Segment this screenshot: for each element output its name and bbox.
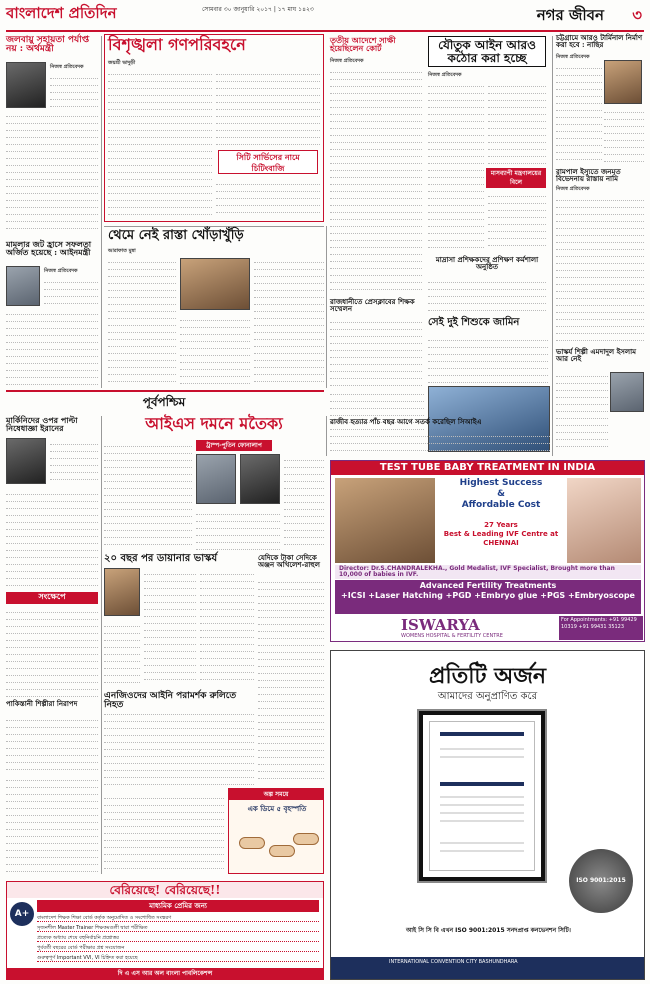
ivf-treatment-list: +ICSI +Laser Hatching +PGD +Embryo glue +PGS +Embryoscope [341, 591, 635, 600]
body-bail [428, 334, 548, 384]
body-rampal [556, 194, 644, 346]
school-ad-line: পূর্ববর্তী বছরের বোর্ড পরীক্ষার প্রশ্ন সংযোজন [37, 944, 319, 952]
body-training [428, 276, 546, 316]
byline-rampal: নিজস্ব প্রতিবেদক [556, 186, 590, 192]
body-court [258, 576, 324, 784]
body-brief [6, 606, 98, 698]
body-dowry-2 [488, 80, 546, 166]
body-diana-2 [104, 620, 140, 688]
school-ad-line: প্রত্যেক অধ্যায় শেষে বহুনির্বাচনি প্রশ্নোত্তর [37, 934, 319, 942]
column-rule [101, 416, 102, 874]
ad-ivf[interactable] [330, 460, 645, 642]
row-rule [104, 226, 324, 227]
section-label-purbapaschim: পূর্বপশ্চিম [142, 395, 186, 409]
body-transport-1 [108, 68, 212, 218]
pullquote-transport: সিটি সার্ভিসের নামে চিটিংবাজি [218, 150, 318, 174]
headline-bail: সেই দুই শিশুকে জামিন [428, 317, 520, 328]
cert-line [440, 796, 524, 798]
ivf-director: Director: Dr.S.CHANDRALEKHA., Gold Medalist, IVF Specialist, Brought more than 10,000 of babies in IVF. [335, 565, 641, 579]
body-roads-1 [108, 256, 176, 386]
cert-line [440, 850, 524, 852]
ivf-title: TEST TUBE BABY TREATMENT IN INDIA [331, 461, 644, 475]
headline-transport: বিশৃঙ্খলা গণপরিবহনে [108, 35, 246, 54]
cert-line [440, 812, 524, 814]
headline-isis: আইএস দমনে মতৈক্য [145, 414, 283, 433]
body-isis-3 [284, 454, 324, 550]
column-rule [101, 36, 102, 388]
headline-pakistan: পাকিস্তানী শিল্পীরা নিরাপদ [6, 699, 78, 708]
body-transport-3 [216, 178, 320, 218]
tag-trump-putin: ট্রাম্প-পুতিন ফোনালাপ [196, 440, 272, 451]
page-number: ৩ [632, 6, 642, 24]
ivf-headline-1: Highest Success [459, 478, 543, 488]
body-teachers [330, 316, 422, 386]
iso-seal: ISO 9001:2015 [569, 849, 633, 913]
cert-line [440, 820, 524, 822]
headline-ngo: এনজিওদের আইনি পরামর্শক রুলিতে নিহত [104, 691, 237, 711]
masthead [6, 2, 644, 32]
body-recognition [330, 66, 422, 294]
body-diana-3 [200, 568, 254, 688]
photo-emdadul [610, 372, 644, 412]
issue-date: সোমবার ৩০ জানুয়ারি ২০১৭ | ১৭ মাঘ ১৪২৩ [202, 6, 314, 13]
column-rule [552, 36, 553, 456]
headline-diana: ২০ বছর পর ডায়ানার ভাস্কর্য [104, 553, 218, 564]
cert-line [440, 756, 524, 758]
headline-rampal: রামপাল ইস্যুতে জনমত বিভেদনায় রাস্তায় নামি [556, 167, 621, 184]
headline-court: যেদিকে টাকা সেদিকে অঞ্জন অখিলেশ-রাহুল [258, 553, 320, 570]
school-ad-line: গুরুত্বপূর্ণ Important VVI, VI চিহ্নিত করা হয়েছে [37, 954, 319, 962]
body-isis-1 [104, 440, 192, 550]
byline-chattogram: নিজস্ব প্রতিবেদক [556, 54, 590, 60]
section-title: নগর জীবন [536, 6, 604, 24]
photo-law-minister [6, 266, 40, 306]
school-ad-title: বেরিয়েছে! বেরিয়েছে!! [7, 882, 323, 898]
section-divider [6, 390, 324, 392]
byline-recognition: নিজস্ব প্রতিবেদক [330, 58, 364, 64]
body-ngo-2 [104, 792, 224, 874]
iccb-subtitle: আমাদের অনুপ্রাণিত করে [437, 691, 538, 702]
school-ad-footer: দি এ এস আর অল বাংলা পাবলিকেশন্স [7, 968, 323, 979]
photo-road-dig [180, 258, 250, 310]
cert-line [440, 804, 524, 806]
ivf-headline-3: Affordable Cost [461, 500, 541, 510]
photo-rouhani [6, 438, 46, 484]
column-rule [326, 226, 327, 388]
body-left-bottom [6, 774, 98, 874]
photo-nasir [604, 60, 642, 104]
ivf-years [441, 521, 561, 548]
body-ngo [104, 708, 254, 788]
headline-roads: থেমে নেই রাস্তা খোঁড়াখুঁড়ি [108, 228, 244, 243]
headline-rajib: রাজীব হত্যার পাঁচ বছর আগে সতর্ক করেছিল সিআইএ [330, 417, 482, 426]
byline-court-backlog: নিজস্ব প্রতিবেদক [44, 268, 78, 274]
headline-dowry: যৌতুক আইন আরও কঠোর করা হচ্ছে [428, 36, 546, 67]
headline-training: মাদ্রাসা প্রশিক্ষকদের প্রশিক্ষণ কর্মশালা অনুষ্ঠিত [435, 255, 539, 272]
school-ad-line: সৃজনশীল Master Trainer শিক্ষকমণ্ডলী দ্বারা পরীক্ষিত [37, 924, 319, 932]
ivf-headline [441, 478, 561, 511]
mini-ad-body: এক ডিমে ৫ বৃহস্পতি [247, 805, 307, 813]
headline-brief: সংক্ষেপে [6, 592, 98, 604]
ivf-headline-2: & [497, 489, 505, 499]
brand-logo: বাংলাদেশ প্রতিদিন [6, 4, 117, 22]
body-diana-1 [144, 568, 196, 688]
pill-icon [239, 837, 265, 849]
headline-iran: মার্কিনিদের ওপর পাল্টা নিষেধাজ্ঞা ইরানের [6, 415, 78, 434]
body-chattogram-2 [604, 106, 644, 162]
byline-transport: জয়শ্রী ভাদুড়ী [108, 60, 136, 66]
pill-icon [293, 833, 319, 845]
body-iran-2 [6, 488, 98, 588]
headline-chattogram: চট্টগ্রামে আরও টার্মিনাল নির্মাণ করা হবে : নাছির [556, 33, 643, 50]
ivf-years-text: 27 Years [484, 521, 518, 529]
mini-ad-egg[interactable] [228, 788, 324, 874]
body-roads-3 [254, 256, 324, 386]
body-vaskor [556, 370, 608, 454]
body-zilur-2 [6, 110, 98, 230]
school-ad-line: বাংলাদেশ শিক্ষক শিক্ষা বোর্ড কর্তৃক অনুমোদিত ও সংশোধিত সংস্করণ [37, 914, 319, 922]
ivf-treatments [335, 580, 641, 614]
body-dowry-3 [488, 190, 546, 250]
body-iran-1 [50, 438, 98, 484]
photo-baby [567, 478, 641, 563]
headline-vaskor: ভাস্কর্য শিল্পী এমদাদুল ইসলাম আর নেই [556, 347, 636, 364]
a-plus-badge: A+ [10, 902, 34, 926]
photo-finance-minister [6, 62, 46, 108]
ivf-brand: ISWARYA [401, 616, 480, 634]
ivf-advanced-label: Advanced Fertility Treatments [419, 581, 557, 590]
pill-icon [269, 845, 295, 857]
body-dowry-1 [428, 80, 484, 250]
body-isis-2 [196, 508, 280, 550]
iccb-footer: INTERNATIONAL CONVENTION CITY BASHUNDHARA [331, 957, 644, 979]
ivf-tagline: Best & Leading IVF Centre at CHENNAI [443, 530, 559, 547]
school-ad-band: মাধ্যমিক প্রেমির জন্য [37, 900, 319, 912]
headline-recognition: তৃতীয় আদেশে সাক্ষী হয়েছিলেন কোর্ট [330, 35, 396, 54]
body-zilur-1 [50, 72, 98, 108]
iso-certificate [419, 711, 545, 881]
byline-roads: আরাফাত মুন্না [108, 248, 136, 254]
body-transport-2 [216, 68, 320, 146]
pullquote-dowry: মাসব্যাপী মন্ত্রণালয়ের বিলে [486, 168, 546, 188]
body-roads-2 [180, 314, 250, 386]
cert-line [440, 782, 524, 786]
iccb-claim: আই সি সি বি এখন ISO 9001:2015 সনদপ্রাপ্ত কনভেনশন সিটি। [406, 927, 571, 934]
cert-line [440, 842, 524, 844]
ad-iccb[interactable] [330, 650, 645, 980]
photo-trump [196, 454, 236, 504]
body-court-2 [6, 308, 98, 386]
body-pakistan [6, 714, 98, 770]
cert-line [440, 748, 524, 750]
byline-dowry: নিজস্ব প্রতিবেদক [428, 72, 462, 78]
photo-doctor [335, 478, 435, 563]
ivf-brand-sub: WOMENS HOSPITAL & FERTILITY CENTRE [401, 633, 503, 639]
byline-zilur: নিজস্ব প্রতিবেদক [50, 64, 84, 70]
iccb-title: প্রতিটি অর্জন [428, 663, 547, 689]
ad-school-books[interactable] [6, 881, 324, 980]
mini-ad-top: অল্প সময়ে [229, 789, 323, 800]
body-rajib [330, 430, 550, 456]
cert-line [440, 732, 524, 736]
photo-putin [240, 454, 280, 504]
photo-diana [104, 568, 140, 616]
column-rule [326, 416, 327, 456]
ivf-appointment: For Appointments: +91 99429 10319 +91 99431 35123 [559, 616, 643, 640]
headline-court-backlog: মামলার জট হ্রাসে সফলতা অর্জিত হয়েছে : আইনমন্ত্রী [6, 239, 92, 258]
body-chattogram-1 [556, 62, 602, 162]
headline-teachers: রাজধানীতে প্রেসক্লাবের শিক্ষক সম্মেলন [330, 297, 415, 314]
certificate-inner [429, 721, 535, 871]
headline-zilur: জলবায়ু সহায়তা পর্যাপ্ত নয় : অর্থমন্ত্রী [6, 35, 90, 55]
body-court-1 [44, 276, 98, 306]
